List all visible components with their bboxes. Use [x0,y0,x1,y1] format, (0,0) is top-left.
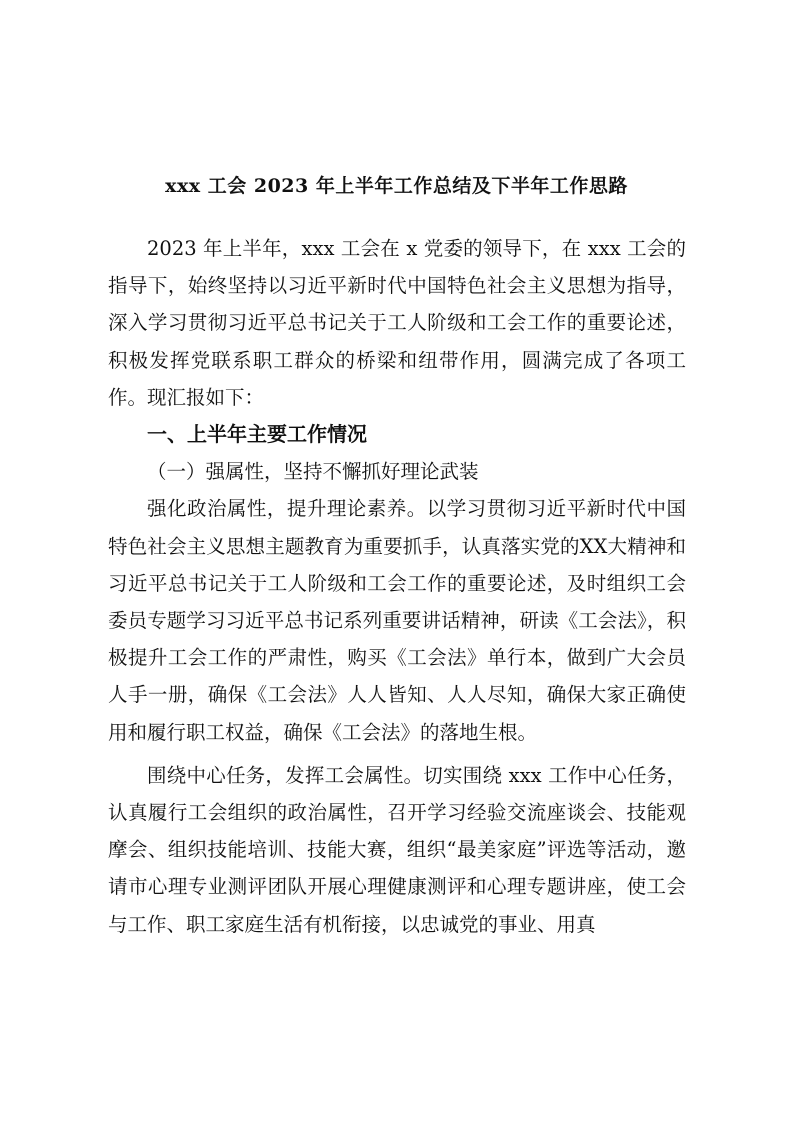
body-paragraph-1: 强化政治属性，提升理论素养。以学习贯彻习近平新时代中国特色社会主义思想主题教育为重要抓手，认真落实党的XX大精神和习近平总书记关于工人阶级和工会工作的重要论述，及时组织工会委员专题学习习近平总书记系列重要讲话精神，研读《工会法》，积极提升工会工作的严肃性，购买《工会法》单行本，做到广大会员人手一册，确保《工会法》人人皆知、人人尽知，确保大家正确使用和履行职工权益，确保《工会法》的落地生根。 [108,497,686,744]
subsection-heading-1: （一）强属性，坚持不懈抓好理论武装 [147,460,479,484]
body-paragraph-2: 围绕中心任务，发挥工会属性。切实围绕 xxx 工作中心任务，认真履行工会组织的政治属性，召开学习经验交流座谈会、技能观摩会、组织技能培训、技能大赛，组织“最美家庭”评选等活动，邀请市心理专业测评团队开展心理健康测评和心理专题讲座，使工会与工作、职工家庭生活有机衔接，以忠诚党的事业、用真 [108,763,686,936]
document-body [108,230,686,943]
intro-paragraph: 2023 年上半年，xxx 工会在 x 党委的领导下，在 xxx 工会的指导下，始终坚持以习近平新时代中国特色社会主义思想为指导，深入学习贯彻习近平总书记关于工人阶级和工会工作的重要论述，积极发挥党联系职工群众的桥梁和纽带作用，圆满完成了各项工作。现汇报如下： [108,237,686,409]
section-heading-1: 一、上半年主要工作情况 [147,422,367,447]
document-title: xxx 工会 2023 年上半年工作总结及下半年工作思路 [165,175,628,197]
